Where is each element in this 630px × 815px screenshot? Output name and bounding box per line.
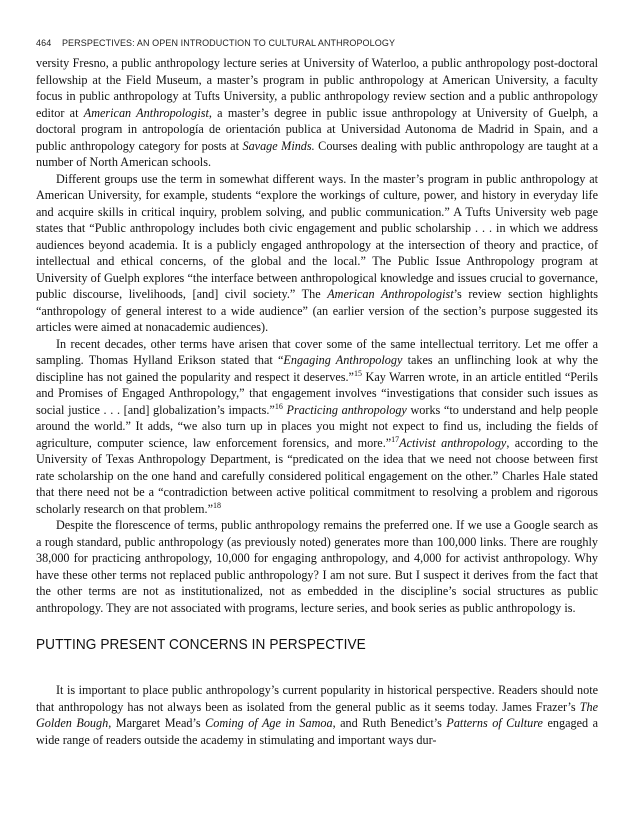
book-title: PERSPECTIVES: AN OPEN INTRODUCTION TO CULTURAL ANTHROPOLOGY <box>61 38 396 48</box>
footnote-ref: 18 <box>213 500 221 510</box>
footnote-ref: 17 <box>391 434 400 444</box>
body-text <box>36 55 598 616</box>
paragraph-2: Different groups use the term in somewhat different ways. In the master’s program in public anthropology at American University, for example, students “explore the workings of culture, power, and history in everyday life and acquire skills in critical inquiry, problem solving, and public communication.” A Tufts University web page states that “Public anthropology includes both civic engagement and public scholarship . . . in which we address audiences beyond academia. It is a publicly engaged anthropology at the intersection of theory and practice, of intellectual and ethical concerns, of the global and the local.” The Public Issue Anthropology program at University of Guelph explores “the interface between anthropological knowledge and issues crucial to governance, public discourse, livelihoods, [and] civil society.” The American Anthropologist’s review section highlights “anthropology of general interest to a wide audience” (an earlier version of the section’s purpose suggested its articles were aimed at nonacademic audiences). <box>36 171 598 334</box>
italic-book-title: Patterns of Culture <box>446 716 543 730</box>
footnote-ref: 16 <box>274 401 283 411</box>
italic-term: Practicing anthropology <box>286 402 407 417</box>
running-head <box>36 38 395 48</box>
italic-book-title: The Golden Bough <box>36 699 598 730</box>
paragraph-1: versity Fresno, a public anthropology lecture series at University of Waterloo, a public anthropology post-doctoral fellowship at the Field Museum, a master’s program in public anthropology at American University, a faculty focus in public anthropology at Tufts University, a public anthropology review section and a public anthropology editor at American Anthropologist, a master’s degree in public issue anthropology at University of Guelph, a doctoral program in antropología de orientación publica at Universidad Autonoma de Madrid in Spain, and a public anthropology category for posts at Savage Minds. Courses dealing with public anthropology are taught at a number of North American schools. <box>36 56 598 169</box>
body-text-section <box>36 682 598 748</box>
italic-journal-title: American Anthropologist <box>83 105 209 120</box>
italic-book-title: Coming of Age in Samoa <box>205 716 333 730</box>
paragraph-3: In recent decades, other terms have arisen that cover some of the same intellectual territory. Let me offer a sampling. Thomas Hylland Erikson stated that “Engaging Anthropology takes an unflinching look at why the discipline has not gained the popularity and respect it deserves.”$^{15}$ Kay Warren wrote, in an article entitled “Perils and Promises of Engaged Anthropology,” that engagement involves “investigations that consider such issues as social justice . . . [and] globalization’s impacts.”$^{16}$ Practicing anthropology works “to understand and help people around the world.” It adds, “we also turn up in places you might not expect to find us, including the fields of agriculture, computer science, law enforcement forensics, and more.”$^{17}$Activist anthropology, according to the University of Texas Anthropology Department, is “predicated on the idea that we need not choose between first rate scholarship on the one hand and carefully considered political engagement on the other.” Charles Hale stated that there need not be a “contradiction between active political commitment to resolving a problem and rigorous scholarly research on that problem.”$^{18}$ <box>36 336 598 516</box>
section-heading: PUTTING PRESENT CONCERNS IN PERSPECTIVE <box>36 637 366 653</box>
page-number: 464 <box>36 38 52 48</box>
italic-journal-title: American Anthropologist <box>327 287 454 301</box>
paragraph-5: It is important to place public anthropology’s current popularity in historical perspective. Readers should note that anthropology has not always been as isolated from the general public as it seems today. James Frazer’s The Golden Bough, Margaret Mead’s Coming of Age in Samoa, and Ruth Benedict’s Patterns of Culture engaged a wide range of readers outside the academy in stimulating and important ways dur- <box>36 683 598 747</box>
italic-term: Activist anthropology <box>399 435 507 450</box>
italic-term: Engaging Anthropology <box>283 353 403 367</box>
paragraph-4: Despite the florescence of terms, public anthropology remains the preferred one. If we use a Google search as a rough standard, public anthropology (as previously noted) generates more than 100,000 links. There are roughly 38,000 for practicing anthropology, 10,000 for engaging anthropology, and 4,000 for activist anthropology. Why have these other terms not replaced public anthropology? I am not sure. But I suspect it derives from the fact that the other terms are not as institutionalized, not as embedded in the discipline’s social structures as public anthropology. They are not associated with programs, lecture series, and book series as public anthropology is. <box>36 518 598 615</box>
italic-blog-title: Savage Minds. <box>242 138 315 153</box>
footnote-ref: 15 <box>353 368 362 378</box>
